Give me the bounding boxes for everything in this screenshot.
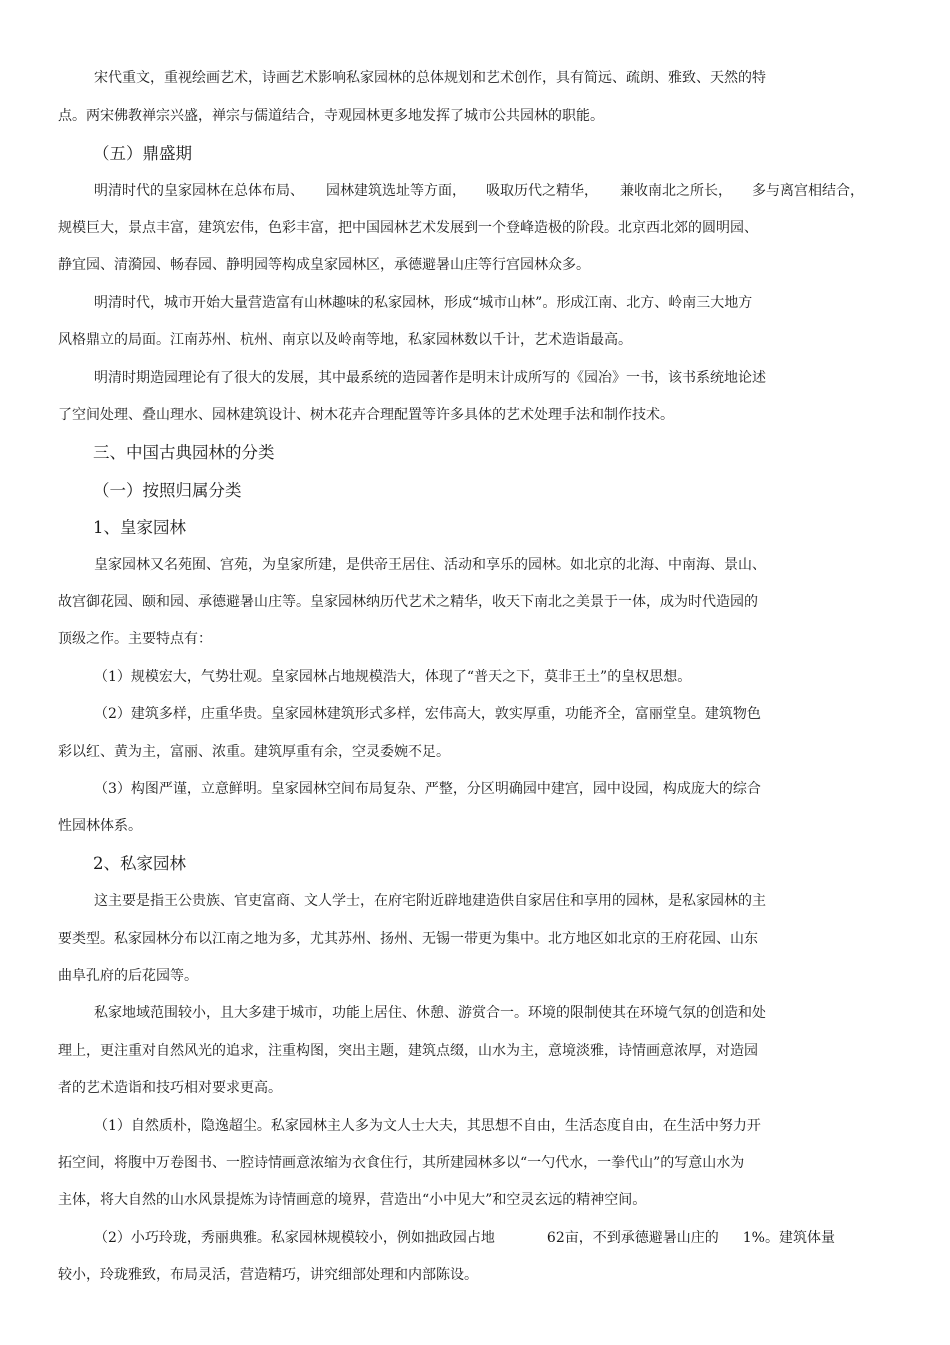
paragraph-mingqing-3-line-2: 了空间处理、叠山理水、园林建筑设计、树木花卉合理配置等许多具体的艺术处理手法和制作技术。 [58, 407, 674, 423]
private-point-1-line-3: 主体，将大自然的山水风景提炼为诗情画意的境界，营造出“小中见大”和空灵玄远的精神空间。 [58, 1192, 647, 1208]
paragraph-mingqing-3-line-1: 明清时期造园理论有了很大的发展，其中最系统的造园著作是明末计成所写的《园冶》一书，该书系统地论述 [94, 370, 766, 386]
imperial-point-2-line-1: （2）建筑多样，庄重华贵。皇家园林建筑形式多样，宏伟高大，敦实厚重，功能齐全，富丽堂皇。建筑物色 [94, 706, 761, 722]
imperial-point-1: （1）规模宏大，气势壮观。皇家园林占地规模浩大，体现了“普天之下，莫非王土”的皇权思想。 [94, 669, 692, 685]
heading-dingsheng: （五）鼎盛期 [93, 144, 192, 163]
text-segment: 多与离宫相结合， [752, 183, 864, 199]
text-segment: 兼收南北之所长， [620, 183, 732, 199]
paragraph-private-1-line-1: 这主要是指王公贵族、官吏富商、文人学士，在府宅附近辟地建造供自家居住和享用的园林，是私家园林的主 [94, 893, 766, 909]
text-segment: 1%。建筑体量 [742, 1230, 835, 1246]
paragraph-imperial-line-2: 故宫御花园、颐和园、承德避暑山庄等。皇家园林纳历代艺术之精华，收天下南北之美景于一体，成为时代造园的 [58, 594, 758, 610]
text-segment: 62亩，不到承德避暑山庄的 [546, 1230, 719, 1246]
paragraph-mingqing-1-line-3: 静宜园、清漪园、畅春园、静明园等构成皇家园林区，承德避暑山庄等行宫园林众多。 [58, 257, 590, 273]
paragraph-private-1-line-2: 要类型。私家园林分布以江南之地为多，尤其苏州、扬州、无锡一带更为集中。北方地区如北京的王府花园、山东 [58, 931, 758, 947]
paragraph-private-2-line-1: 私家地域范围较小，且大多建于城市，功能上居住、休憩、游赏合一。环境的限制使其在环境气氛的创造和处 [94, 1005, 766, 1021]
text-segment: 园林建筑选址等方面， [326, 183, 466, 199]
paragraph-mingqing-2-line-1: 明清时代，城市开始大量营造富有山林趣味的私家园林，形成“城市山林”。形成江南、北方、岭南三大地方 [94, 295, 753, 311]
paragraph-private-1-line-3: 曲阜孔府的后花园等。 [58, 968, 198, 984]
heading-imperial-garden: 1、皇家园林 [93, 518, 186, 537]
private-point-1-line-2: 拓空间，将腹中万卷图书、一腔诗情画意浓缩为衣食住行，其所建园林多以“一勺代水，一拳代山”的写意山水为 [58, 1155, 745, 1171]
private-point-1-line-1: （1）自然质朴，隐逸超尘。私家园林主人多为文人士大夫，其思想不自由，生活态度自由，在生活中努力开 [94, 1118, 761, 1134]
imperial-point-3-line-1: （3）构图严谨，立意鲜明。皇家园林空间布局复杂、严整，分区明确园中建宫，园中设园，构成庞大的综合 [94, 781, 761, 797]
paragraph-mingqing-1-line-1 [94, 181, 864, 201]
private-point-2-line-2: 较小，玲珑雅致，布局灵活，营造精巧，讲究细部处理和内部陈设。 [58, 1267, 478, 1283]
imperial-point-2-line-2: 彩以红、黄为主，富丽、浓重。建筑厚重有余，空灵委婉不足。 [58, 744, 450, 760]
paragraph-mingqing-2-line-2: 风格鼎立的局面。江南苏州、杭州、南京以及岭南等地，私家园林数以千计，艺术造诣最高。 [58, 332, 632, 348]
paragraph-private-2-line-3: 者的艺术造诣和技巧相对要求更高。 [58, 1080, 282, 1096]
text-segment: 明清时代的皇家园林在总体布局、 [94, 183, 304, 199]
heading-private-garden: 2、私家园林 [93, 854, 186, 873]
imperial-point-3-line-2: 性园林体系。 [58, 818, 142, 834]
paragraph-mingqing-1-line-2: 规模巨大，景点丰富，建筑宏伟，色彩丰富，把中国园林艺术发展到一个登峰造极的阶段。北京西北郊的圆明园、 [58, 220, 758, 236]
private-point-2-line-1 [94, 1228, 835, 1248]
heading-by-ownership: （一）按照归属分类 [93, 481, 242, 500]
paragraph-imperial-line-3: 顶级之作。主要特点有： [58, 631, 212, 647]
paragraph-song-line-2: 点。两宋佛教禅宗兴盛，禅宗与儒道结合，寺观园林更多地发挥了城市公共园林的职能。 [58, 108, 604, 124]
paragraph-private-2-line-2: 理上，更注重对自然风光的追求，注重构图，突出主题，建筑点缀，山水为主，意境淡雅，诗情画意浓厚，对造园 [58, 1043, 758, 1059]
text-segment: （2）小巧玲珑，秀丽典雅。私家园林规模较小，例如拙政园占地 [94, 1230, 495, 1246]
text-segment: 吸取历代之精华， [486, 183, 598, 199]
paragraph-imperial-line-1: 皇家园林又名苑囿、宫苑，为皇家所建，是供帝王居住、活动和享乐的园林。如北京的北海、中南海、景山、 [94, 557, 766, 573]
heading-classification: 三、中国古典园林的分类 [93, 443, 275, 462]
paragraph-song-line-1: 宋代重文，重视绘画艺术，诗画艺术影响私家园林的总体规划和艺术创作，具有简远、疏朗、雅致、天然的特 [94, 70, 766, 86]
